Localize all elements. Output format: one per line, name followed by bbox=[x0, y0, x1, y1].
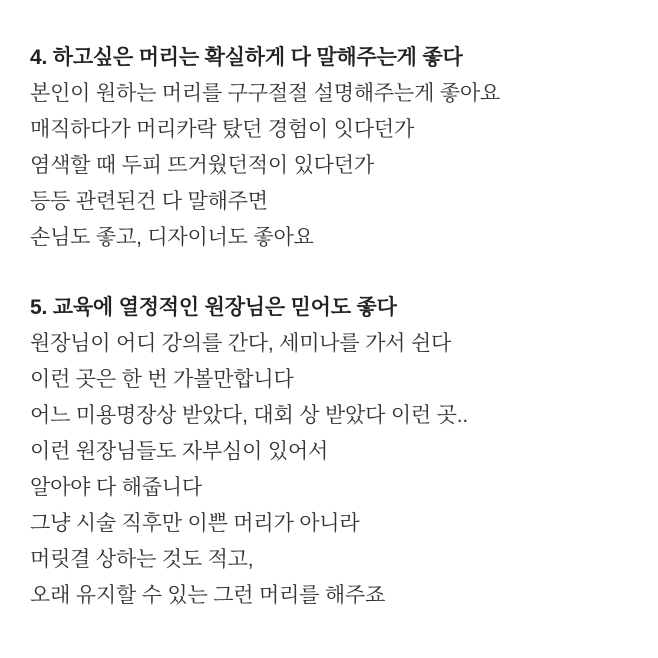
text-line: 머릿결 상하는 것도 적고, bbox=[30, 548, 254, 571]
section-tip-5 bbox=[30, 290, 634, 614]
text-line: 매직하다가 머리카락 탔던 경험이 잇다던가 bbox=[30, 118, 415, 141]
text-line: 오래 유지할 수 있는 그런 머리를 해주죠 bbox=[30, 584, 386, 607]
text-line: 원장님이 어디 강의를 간다, 세미나를 가서 쉰다 bbox=[30, 332, 452, 355]
text-line: 손님도 좋고, 디자이너도 좋아요 bbox=[30, 226, 314, 249]
text-line: 이런 곳은 한 번 가볼만합니다 bbox=[30, 368, 294, 391]
text-line: 본인이 원하는 머리를 구구절절 설명해주는게 좋아요 bbox=[30, 82, 501, 105]
section-heading: 4. 하고싶은 머리는 확실하게 다 말해주는게 좋다 bbox=[30, 46, 463, 69]
section-tip-4 bbox=[30, 40, 634, 256]
text-line: 그냥 시술 직후만 이쁜 머리가 아니라 bbox=[30, 512, 360, 535]
text-line: 염색할 때 두피 뜨거웠던적이 있다던가 bbox=[30, 154, 374, 177]
section-heading: 5. 교육에 열정적인 원장님은 믿어도 좋다 bbox=[30, 296, 397, 319]
text-line: 알아야 다 해줍니다 bbox=[30, 476, 202, 499]
text-line: 어느 미용명장상 받았다, 대회 상 받았다 이런 곳.. bbox=[30, 404, 468, 427]
text-line: 이런 원장님들도 자부심이 있어서 bbox=[30, 440, 329, 463]
text-line: 등등 관련된건 다 말해주면 bbox=[30, 190, 268, 213]
